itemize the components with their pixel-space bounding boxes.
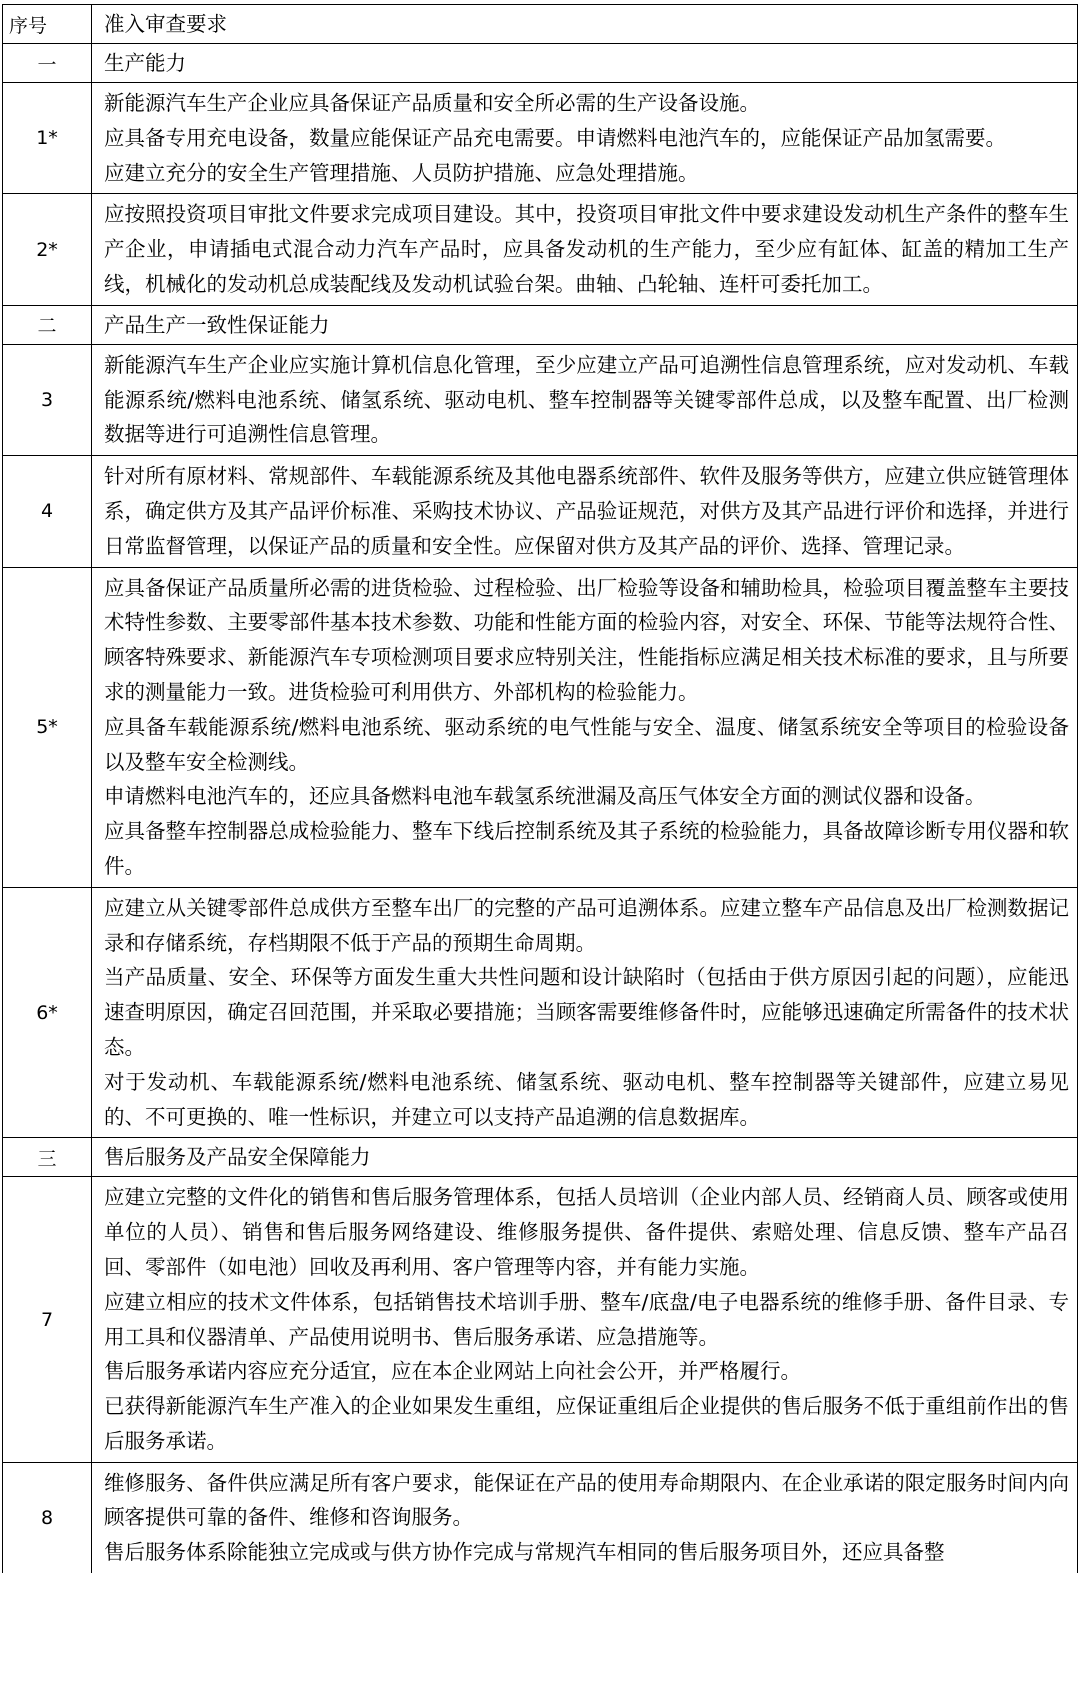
section-title: 售后服务及产品安全保障能力 bbox=[92, 1138, 1078, 1177]
item-paragraph: 维修服务、备件供应满足所有客户要求，能保证在产品的使用寿命期限内、在企业承诺的限定服务时间内向顾客提供可靠的备件、维修和咨询服务。 bbox=[104, 1470, 1069, 1530]
item-paragraph: 应具备车载能源系统/燃料电池系统、驱动系统的电气性能与安全、温度、储氢系统安全等项目的检验设备以及整车安全检测线。 bbox=[104, 714, 1069, 774]
item-paragraph: 应建立相应的技术文件体系，包括销售技术培训手册、整车/底盘/电子电器系统的维修手册、备件目录、专用工具和仪器清单、产品使用说明书、售后服务承诺、应急措施等。 bbox=[104, 1289, 1069, 1349]
item-paragraph: 新能源汽车生产企业应实施计算机信息化管理，至少应建立产品可追溯性信息管理系统，应对发动机、车载能源系统/燃料电池系统、储氢系统、驱动电机、整车控制器等关键零部件总成，以及整车配置、出厂检测数据等进行可追溯性信息管理。 bbox=[104, 352, 1069, 447]
item-row bbox=[3, 344, 1078, 455]
item-row bbox=[3, 1462, 1078, 1573]
item-content bbox=[92, 83, 1078, 194]
item-paragraph: 应按照投资项目审批文件要求完成项目建设。其中，投资项目审批文件中要求建设发动机生产条件的整车生产企业，申请插电式混合动力汽车产品时，应具备发动机的生产能力，至少应有缸体、缸盖的精加工生产线，机械化的发动机总成装配线及发动机试验台架。曲轴、凸轮轴、连杆可委托加工。 bbox=[104, 202, 1069, 296]
item-number: 2* bbox=[3, 194, 92, 305]
item-row bbox=[3, 194, 1078, 305]
item-paragraph: 售后服务承诺内容应充分适宜，应在本企业网站上向社会公开，并严格履行。 bbox=[104, 1359, 801, 1384]
item-content bbox=[92, 567, 1078, 887]
item-paragraph: 应建立从关键零部件总成供方至整车出厂的完整的产品可追溯体系。应建立整车产品信息及出厂检测数据记录和存储系统，存档期限不低于产品的预期生命周期。 bbox=[104, 895, 1069, 955]
item-number: 1* bbox=[3, 83, 92, 194]
item-paragraph: 售后服务体系除能独立完成或与供方协作完成与常规汽车相同的售后服务项目外，还应具备整 bbox=[104, 1540, 945, 1565]
item-paragraph: 应具备专用充电设备，数量应能保证产品充电需要。申请燃料电池汽车的，应能保证产品加氢需要。 bbox=[104, 125, 1006, 150]
item-content bbox=[92, 887, 1078, 1138]
item-number: 4 bbox=[3, 456, 92, 567]
item-content bbox=[92, 1177, 1078, 1462]
item-paragraph: 已获得新能源汽车生产准入的企业如果发生重组，应保证重组后企业提供的售后服务不低于重组前作出的售后服务承诺。 bbox=[104, 1394, 1069, 1453]
item-number: 3 bbox=[3, 344, 92, 455]
item-paragraph: 应建立完整的文件化的销售和售后服务管理体系，包括人员培训（企业内部人员、经销商人员、顾客或使用单位的人员）、销售和售后服务网络建设、维修服务提供、备件提供、索赔处理、信息反馈、整车产品召回、零部件（如电池）回收及再利用、客户管理等内容，并有能力实施。 bbox=[104, 1185, 1069, 1279]
item-content bbox=[92, 194, 1078, 305]
item-number: 6* bbox=[3, 887, 92, 1138]
item-number: 8 bbox=[3, 1462, 92, 1573]
item-paragraph: 应建立充分的安全生产管理措施、人员防护措施、应急处理措施。 bbox=[104, 160, 699, 185]
section-title: 产品生产一致性保证能力 bbox=[92, 305, 1078, 344]
item-row bbox=[3, 887, 1078, 1138]
section-row bbox=[3, 305, 1078, 344]
item-paragraph: 应具备保证产品质量所必需的进货检验、过程检验、出厂检验等设备和辅助检具，检验项目覆盖整车主要技术特性参数、主要零部件基本技术参数、功能和性能方面的检验内容，对安全、环保、节能等法规符合性、顾客特殊要求、新能源汽车专项检测项目要求应特别关注，性能指标应满足相关技术标准的要求，且与所要求的测量能力一致。进货检验可利用供方、外部机构的检验能力。 bbox=[104, 575, 1069, 704]
section-title: 生产能力 bbox=[92, 44, 1078, 83]
header-requirement: 准入审查要求 bbox=[92, 5, 1078, 44]
item-number: 5* bbox=[3, 567, 92, 887]
requirements-table bbox=[2, 4, 1078, 1573]
section-row bbox=[3, 44, 1078, 83]
item-paragraph: 针对所有原材料、常规部件、车载能源系统及其他电器系统部件、软件及服务等供方，应建立供应链管理体系，确定供方及其产品评价标准、采购技术协议、产品验证规范，对供方及其产品进行评价和选择，并进行日常监督管理，以保证产品的质量和安全性。应保留对供方及其产品的评价、选择、管理记录。 bbox=[104, 464, 1069, 558]
item-paragraph: 当产品质量、安全、环保等方面发生重大共性问题和设计缺陷时（包括由于供方原因引起的问题），应能迅速查明原因，确定召回范围，并采取必要措施；当顾客需要维修备件时，应能够迅速确定所需备件的技术状态。 bbox=[104, 965, 1069, 1059]
section-row bbox=[3, 1138, 1078, 1177]
item-paragraph: 应具备整车控制器总成检验能力、整车下线后控制系统及其子系统的检验能力，具备故障诊断专用仪器和软件。 bbox=[104, 819, 1069, 878]
section-number: 二 bbox=[3, 305, 92, 344]
section-number: 一 bbox=[3, 44, 92, 83]
item-row bbox=[3, 1177, 1078, 1462]
item-row bbox=[3, 83, 1078, 194]
section-number: 三 bbox=[3, 1138, 92, 1177]
item-content bbox=[92, 456, 1078, 567]
item-content bbox=[92, 1462, 1078, 1573]
item-row bbox=[3, 456, 1078, 567]
item-content bbox=[92, 344, 1078, 455]
item-number: 7 bbox=[3, 1177, 92, 1462]
header-no: 序号 bbox=[3, 5, 92, 44]
item-paragraph: 新能源汽车生产企业应具备保证产品质量和安全所必需的生产设备设施。 bbox=[104, 91, 760, 115]
item-paragraph: 申请燃料电池汽车的，还应具备燃料电池车载氢系统泄漏及高压气体安全方面的测试仪器和设备。 bbox=[104, 784, 986, 809]
item-paragraph: 对于发动机、车载能源系统/燃料电池系统、储氢系统、驱动电机、整车控制器等关键部件，应建立易见的、不可更换的、唯一性标识，并建立可以支持产品追溯的信息数据库。 bbox=[104, 1069, 1069, 1129]
header-row bbox=[3, 5, 1078, 44]
item-row bbox=[3, 567, 1078, 887]
